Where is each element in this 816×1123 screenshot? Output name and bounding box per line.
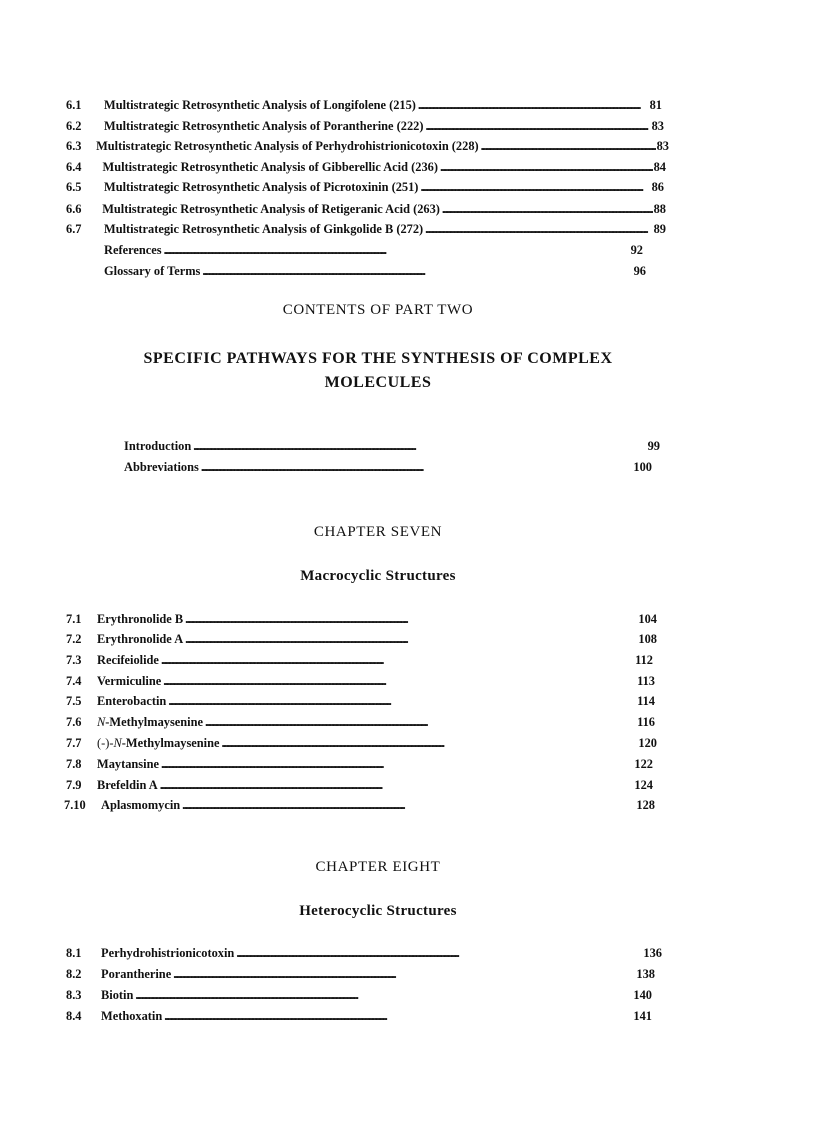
entry-page: 122 <box>634 757 653 771</box>
entry-page: 112 <box>635 653 653 667</box>
entry-title: Porantherine <box>101 967 172 981</box>
toc-entry[interactable] <box>66 651 653 669</box>
toc-entry[interactable] <box>66 1007 652 1025</box>
entry-number: 6.2 <box>66 119 82 133</box>
entry-number: 6.3 <box>66 139 82 153</box>
entry-page: 140 <box>633 988 652 1002</box>
entry-title: Methoxatin <box>101 1009 163 1023</box>
entry-title: Maytansine <box>97 757 159 771</box>
toc-entry[interactable] <box>66 158 666 176</box>
entry-page: 86 <box>651 180 664 194</box>
entry-page: 108 <box>638 632 657 646</box>
entry-number: 7.10 <box>64 798 86 812</box>
entry-page: 96 <box>633 264 646 278</box>
dot-leader <box>182 796 635 814</box>
toc-entry[interactable] <box>66 117 664 135</box>
entry-title <box>97 734 220 752</box>
entry-page: 83 <box>656 139 669 153</box>
chapter-eight-title: Heterocyclic Structures <box>299 903 457 919</box>
dot-leader <box>160 776 634 794</box>
entry-title: Multistrategic Retrosynthetic Analysis of Retigeranic Acid (263) <box>102 202 440 216</box>
toc-entry[interactable] <box>66 692 655 710</box>
entry-title: Vermiculine <box>97 674 162 688</box>
toc-entry-references[interactable] <box>104 241 643 259</box>
entry-number: 8.4 <box>66 1009 82 1023</box>
toc-entry[interactable] <box>66 986 652 1004</box>
dot-leader <box>420 178 650 196</box>
dot-leader <box>164 241 630 259</box>
entry-number: 8.1 <box>66 946 82 960</box>
dot-leader <box>418 96 649 114</box>
entry-number: 8.2 <box>66 967 82 981</box>
entry-number: 6.1 <box>66 98 82 112</box>
entry-page: 83 <box>651 119 664 133</box>
entry-page: 89 <box>653 222 666 236</box>
dot-leader <box>168 692 636 710</box>
entry-title: Glossary of Terms <box>104 264 201 278</box>
dot-leader <box>135 986 632 1004</box>
entry-title: Erythronolide A <box>97 632 184 646</box>
entry-page: 84 <box>653 160 666 174</box>
entry-title: Multistrategic Retrosynthetic Analysis of Gibberellic Acid (236) <box>102 160 438 174</box>
part-title-line-2: MOLECULES <box>324 374 432 391</box>
dot-leader <box>481 137 656 155</box>
dot-leader <box>163 672 636 690</box>
chapter-seven-heading: CHAPTER SEVEN <box>313 524 443 540</box>
dot-leader <box>161 755 633 773</box>
dot-leader <box>193 437 646 455</box>
entry-number: 7.9 <box>66 778 82 792</box>
dot-leader <box>161 651 634 669</box>
toc-entry[interactable] <box>66 734 657 752</box>
entry-title <box>97 713 203 731</box>
dot-leader <box>201 458 633 476</box>
entry-number: 7.3 <box>66 653 82 667</box>
entry-page: 104 <box>638 612 657 626</box>
entry-page: 92 <box>630 243 643 257</box>
entry-number: 7.6 <box>66 715 82 729</box>
dot-leader <box>185 630 637 648</box>
entry-page: 120 <box>638 736 657 750</box>
entry-page: 81 <box>649 98 662 112</box>
entry-number: 6.4 <box>66 160 82 174</box>
entry-title-italic: N <box>113 736 122 750</box>
entry-title: Introduction <box>124 439 192 453</box>
dot-leader <box>164 1007 632 1025</box>
entry-title: Brefeldin A <box>97 778 158 792</box>
entry-page: 113 <box>637 674 655 688</box>
dot-leader <box>205 713 636 731</box>
entry-number: 6.6 <box>66 202 82 216</box>
entry-title: Recifeiolide <box>97 653 159 667</box>
entry-title-rest: -Methylmaysenine <box>121 736 220 750</box>
entry-page: 99 <box>647 439 660 453</box>
toc-entry-abbreviations[interactable] <box>124 458 652 476</box>
entry-number: 6.5 <box>66 180 82 194</box>
entry-number: 6.7 <box>66 222 82 236</box>
entry-title: Multistrategic Retrosynthetic Analysis of Perhydrohistrionicotoxin (228) <box>96 139 479 153</box>
toc-entry-glossary[interactable] <box>104 262 646 280</box>
entry-title: Multistrategic Retrosynthetic Analysis of Ginkgolide B (272) <box>104 222 424 236</box>
dot-leader <box>185 610 637 628</box>
toc-entry[interactable] <box>66 610 657 628</box>
entry-number: 7.4 <box>66 674 82 688</box>
chapter-eight-heading: CHAPTER EIGHT <box>315 859 441 875</box>
toc-entry[interactable] <box>66 755 653 773</box>
dot-leader <box>442 200 653 218</box>
entry-page: 136 <box>643 946 662 960</box>
toc-entry[interactable] <box>66 672 655 690</box>
entry-page: 141 <box>633 1009 652 1023</box>
toc-entry[interactable] <box>66 200 666 218</box>
entry-title: Perhydrohistrionicotoxin <box>101 946 235 960</box>
entry-number: 7.7 <box>66 736 82 750</box>
entry-number: 7.2 <box>66 632 82 646</box>
toc-entry[interactable] <box>66 137 669 155</box>
toc-entry-introduction[interactable] <box>124 437 660 455</box>
entry-page: 124 <box>634 778 653 792</box>
entry-title: Enterobactin <box>97 694 167 708</box>
dot-leader <box>202 262 632 280</box>
entry-page: 138 <box>636 967 655 981</box>
dot-leader <box>425 117 650 135</box>
toc-entry[interactable] <box>66 965 655 983</box>
dot-leader <box>222 734 638 752</box>
entry-page: 128 <box>636 798 655 812</box>
dot-leader <box>236 944 642 962</box>
toc-entry[interactable] <box>66 96 662 114</box>
entry-page: 100 <box>633 460 652 474</box>
toc-entry[interactable] <box>66 178 664 196</box>
entry-title: Biotin <box>101 988 134 1002</box>
entry-title: Multistrategic Retrosynthetic Analysis of Porantherine (222) <box>104 119 424 133</box>
toc-entry[interactable] <box>66 713 655 731</box>
entry-page: 114 <box>637 694 655 708</box>
entry-title: Abbreviations <box>124 460 199 474</box>
entry-title-italic: N <box>97 715 106 729</box>
entry-title-prefix: (-)- <box>97 736 114 750</box>
entry-number: 7.1 <box>66 612 82 626</box>
toc-entry[interactable] <box>66 944 662 962</box>
toc-entry[interactable] <box>64 796 655 814</box>
entry-number: 7.8 <box>66 757 82 771</box>
dot-leader <box>440 158 653 176</box>
dot-leader <box>425 220 652 238</box>
toc-entry[interactable] <box>66 776 653 794</box>
entry-title: Multistrategic Retrosynthetic Analysis of Picrotoxinin (251) <box>104 180 419 194</box>
entry-title: References <box>104 243 162 257</box>
entry-title: Aplasmomycin <box>101 798 181 812</box>
part-title <box>0 347 756 395</box>
toc-entry[interactable] <box>66 220 666 238</box>
entry-title: Multistrategic Retrosynthetic Analysis of Longifolene (215) <box>104 98 416 112</box>
dot-leader <box>173 965 635 983</box>
entry-title: Erythronolide B <box>97 612 184 626</box>
entry-page: 88 <box>653 202 666 216</box>
contents-title: CONTENTS OF PART TWO <box>282 302 474 318</box>
entry-page: 116 <box>637 715 655 729</box>
chapter-seven-title: Macrocyclic Structures <box>300 568 456 584</box>
entry-title-rest: -Methylmaysenine <box>105 715 203 729</box>
entry-number: 7.5 <box>66 694 82 708</box>
toc-entry[interactable] <box>66 630 657 648</box>
part-title-line-1: SPECIFIC PATHWAYS FOR THE SYNTHESIS OF COMPLEX <box>143 350 613 367</box>
entry-number: 8.3 <box>66 988 82 1002</box>
